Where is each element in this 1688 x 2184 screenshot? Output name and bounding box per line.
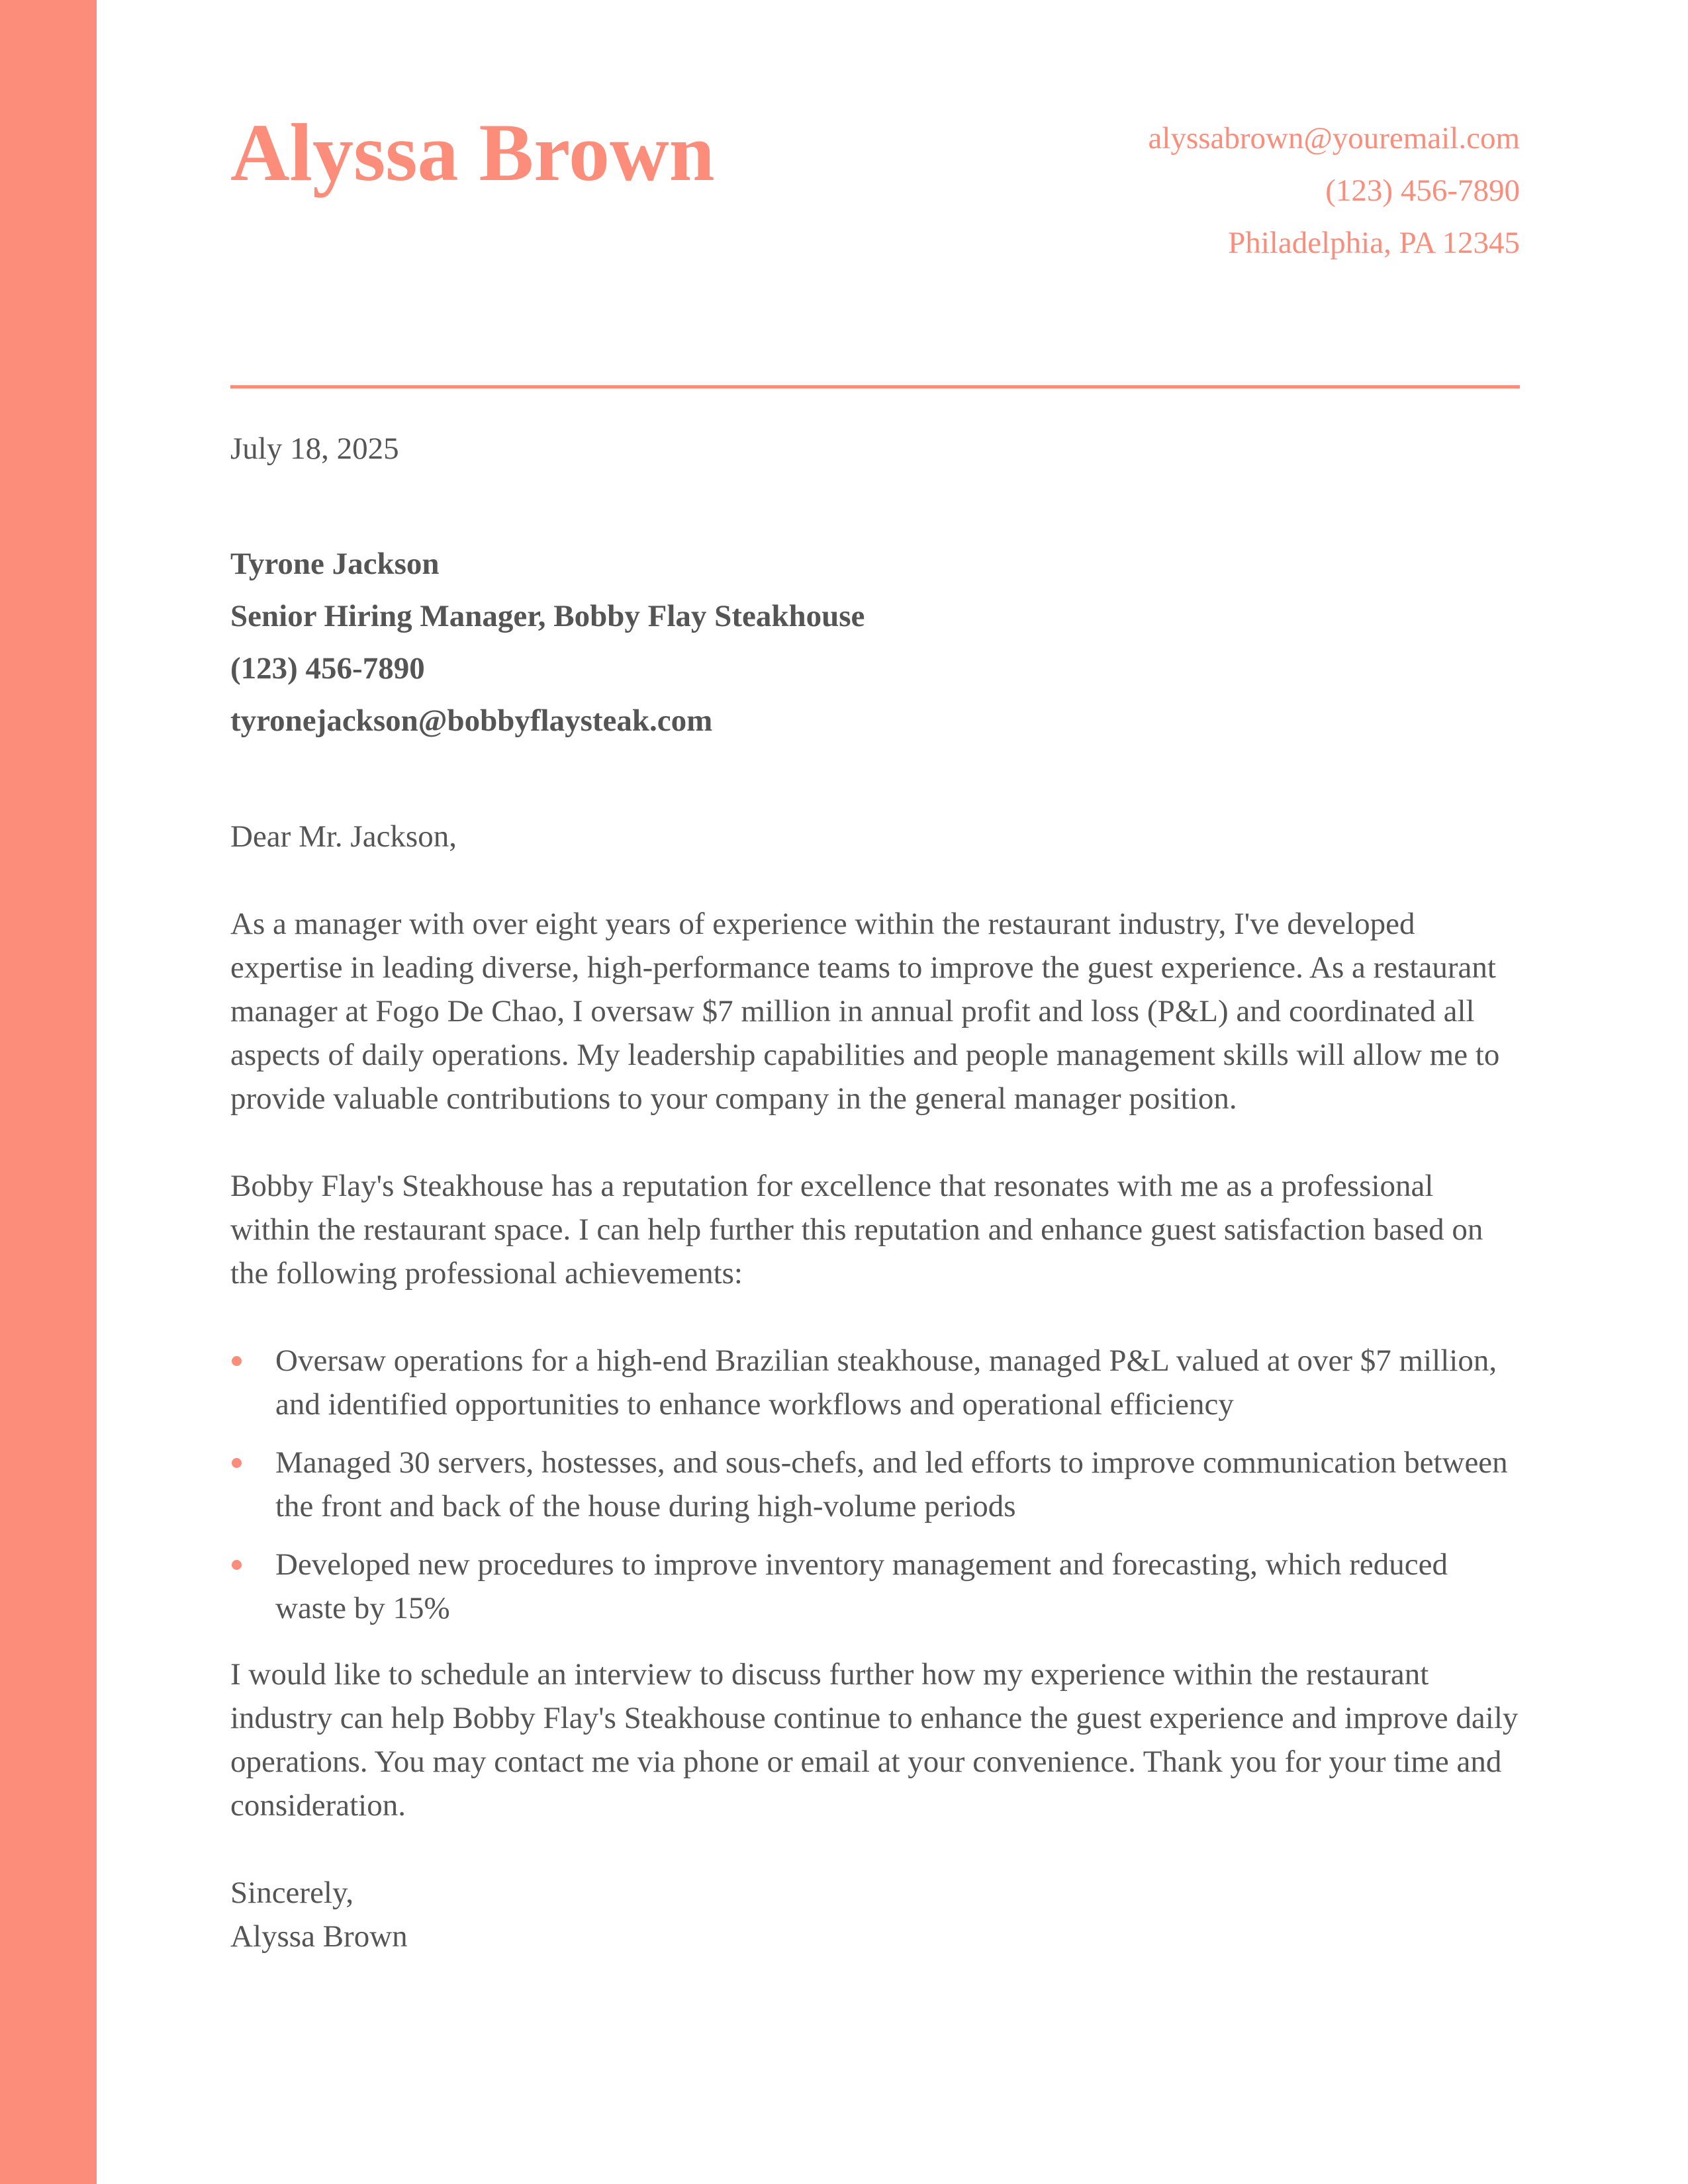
sender-name: Alyssa Brown [230, 107, 715, 198]
letter-page [230, 0, 1520, 2184]
accent-sidebar [0, 0, 97, 2184]
sign-off: Sincerely, [230, 1876, 354, 1910]
achievement-text: Managed 30 servers, hostesses, and sous-chefs, and led efforts to improve communication between the front and back of the house during high-volume periods [275, 1445, 1508, 1524]
bullet-dot-icon [232, 1458, 242, 1468]
letter-header [230, 93, 1520, 298]
bullet-dot-icon [232, 1560, 242, 1570]
sender-location: Philadelphia, PA 12345 [1228, 226, 1520, 260]
closing-block [230, 1871, 1520, 1958]
body-paragraph-closing: I would like to schedule an interview to discuss further how my experience within the restaurant industry can help Bobby Flay's Steakhouse continue to enhance the guest experience and improve daily operations. You may contact me via phone or email at your convenience. Thank you for your time and consideration. [230, 1657, 1519, 1823]
recipient-email[interactable]: tyronejackson@bobbyflaysteak.com [230, 704, 713, 738]
achievement-text: Developed new procedures to improve inventory management and forecasting, which reduced waste by 15% [275, 1547, 1448, 1625]
list-item [230, 1543, 1520, 1630]
sender-contact [1149, 113, 1520, 269]
bullet-dot-icon [232, 1356, 242, 1366]
salutation: Dear Mr. Jackson, [230, 819, 457, 854]
recipient-title: Senior Hiring Manager, Bobby Flay Steakhouse [230, 599, 865, 633]
list-item [230, 1339, 1520, 1426]
recipient-phone[interactable]: (123) 456-7890 [230, 651, 425, 686]
body-paragraph-reputation: Bobby Flay's Steakhouse has a reputation for excellence that resonates with me as a professional within the restaurant space. I can help further this reputation and enhance guest satisfaction based on the following professional achievements: [230, 1169, 1483, 1291]
sender-phone[interactable]: (123) 456-7890 [1325, 173, 1520, 208]
signature-name: Alyssa Brown [230, 1919, 408, 1954]
body-paragraph-intro: As a manager with over eight years of experience within the restaurant industry, I've developed expertise in leading diverse, high-performance teams to improve the guest experience. As a restaurant manager at Fogo De Chao, I oversaw $7 million in annual profit and loss (P&L) and coordinated all aspects of daily operations. My leadership capabilities and people management skills will allow me to provide valuable contributions to your company in the general manager position. [230, 907, 1500, 1116]
recipient-block [230, 538, 1520, 747]
achievements-list [230, 1339, 1520, 1630]
recipient-name: Tyrone Jackson [230, 547, 440, 581]
list-item [230, 1441, 1520, 1528]
achievement-text: Oversaw operations for a high-end Brazilian steakhouse, managed P&L valued at over $7 million, and identified opportunities to enhance workflows and operational efficiency [275, 1343, 1497, 1422]
letter-date: July 18, 2025 [230, 432, 399, 466]
header-divider [230, 385, 1520, 388]
letter-body [230, 427, 1520, 1958]
sender-email[interactable]: alyssabrown@youremail.com [1148, 121, 1520, 156]
